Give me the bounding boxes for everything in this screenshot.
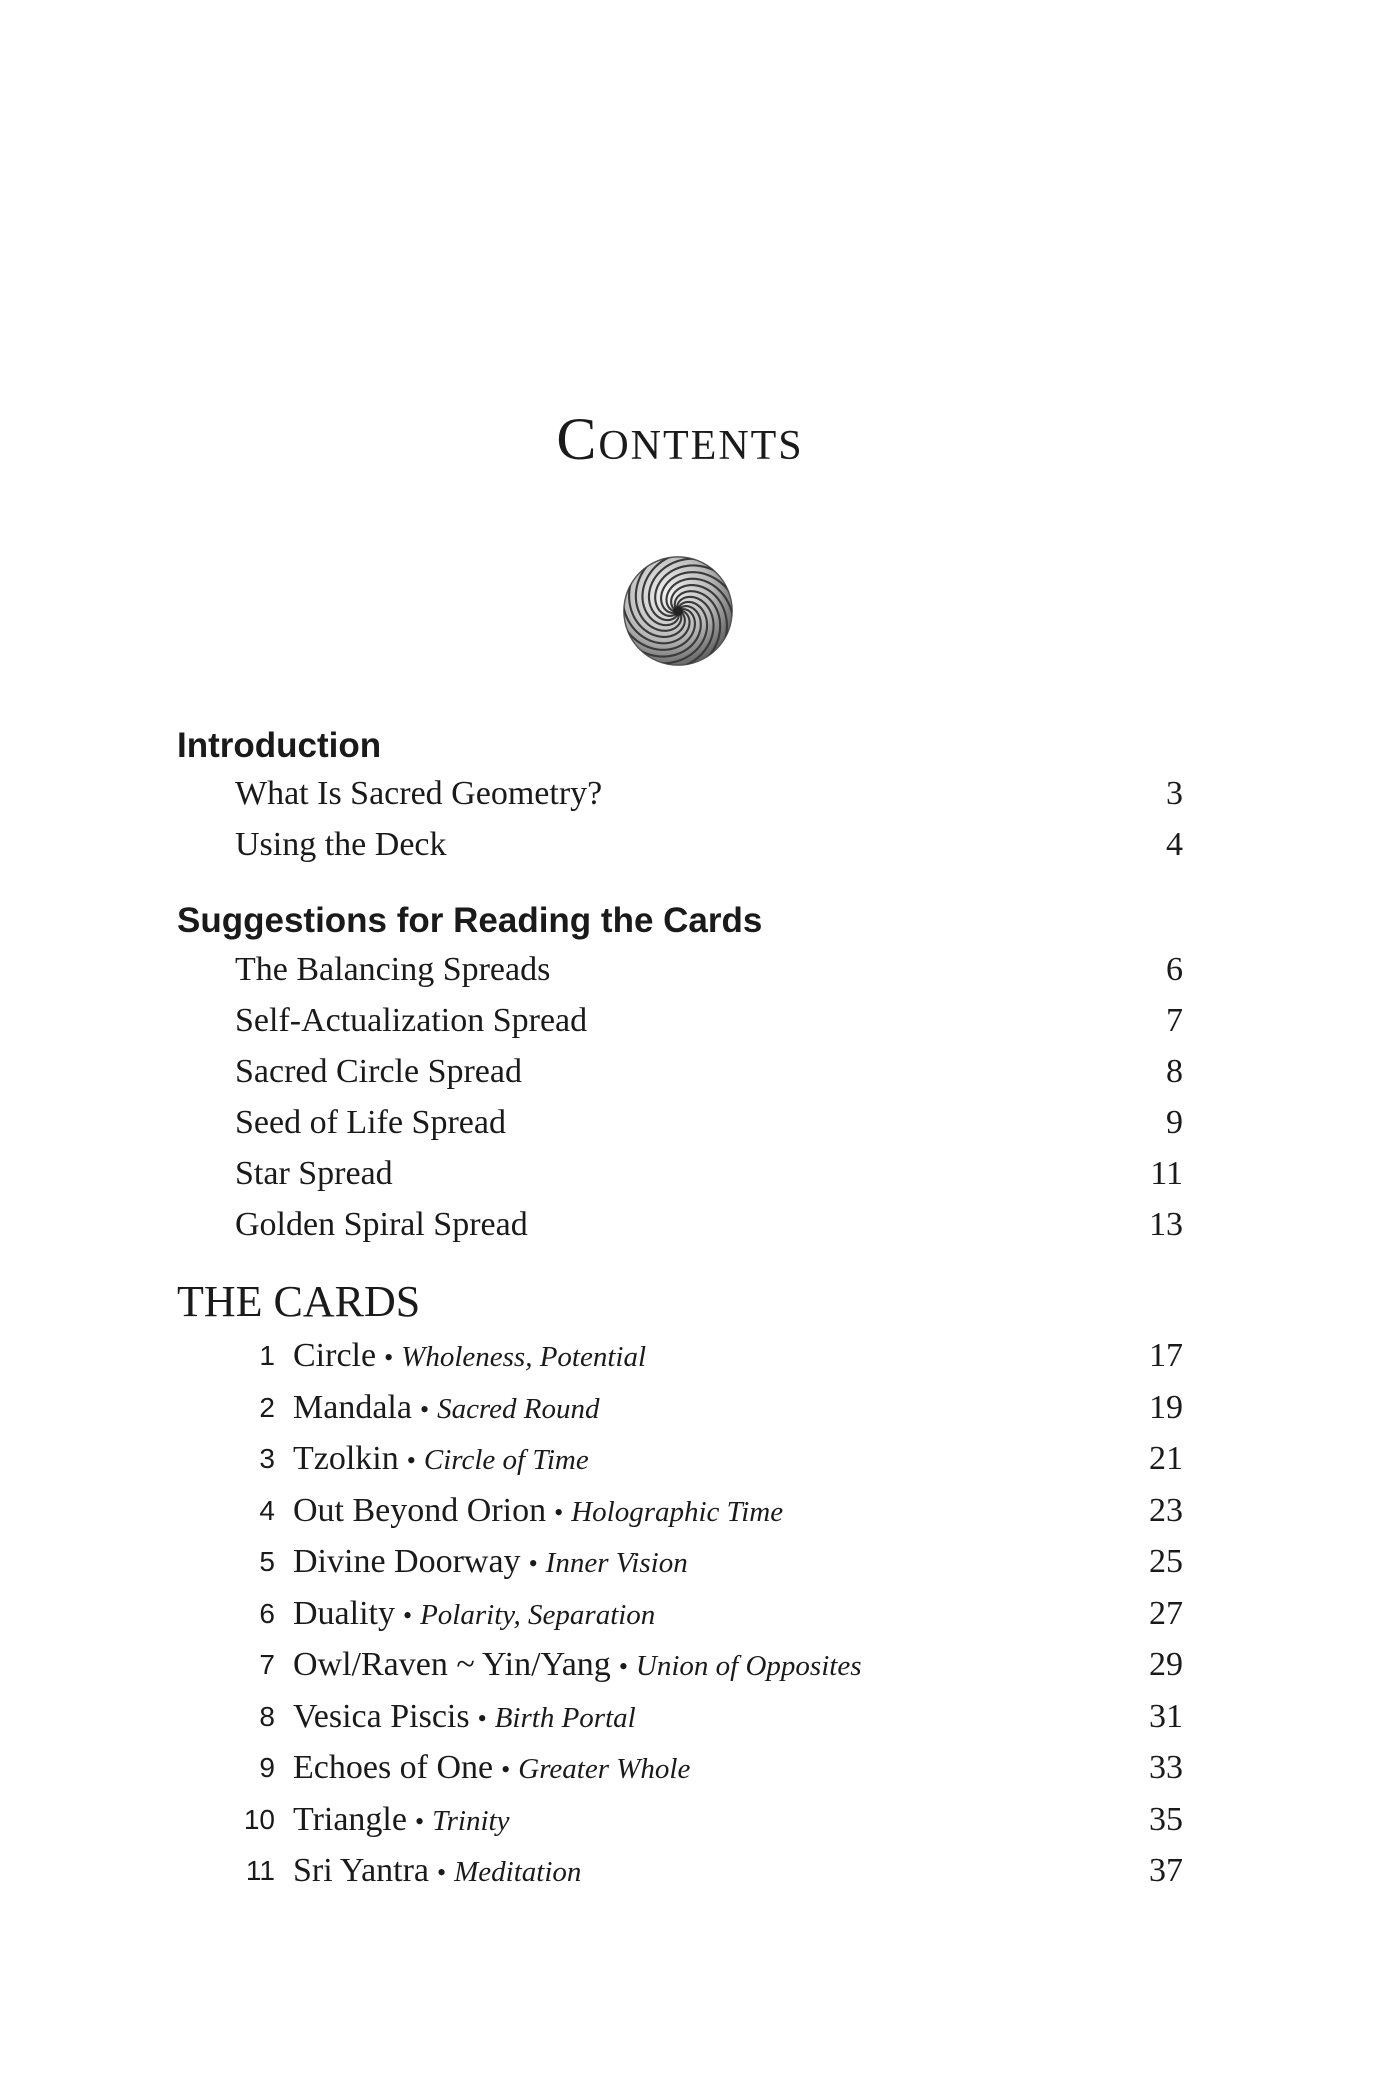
- card-page: 23: [1149, 1491, 1183, 1529]
- card-entry-text: [293, 1384, 599, 1434]
- toc-entry-page: 6: [1166, 951, 1183, 988]
- toc-entry-title: What Is Sacred Geometry?: [235, 775, 603, 812]
- card-number: 1: [259, 1340, 275, 1371]
- toc-entry[interactable]: [235, 1150, 1183, 1198]
- card-number: 5: [259, 1546, 275, 1577]
- toc-entry-title: Seed of Life Spread: [235, 1104, 506, 1141]
- card-entry[interactable]: [230, 1384, 1183, 1432]
- card-title: Duality: [293, 1594, 395, 1632]
- card-title: Tzolkin: [293, 1440, 399, 1477]
- card-subtitle: Inner Vision: [545, 1547, 688, 1579]
- bullet-separator: •: [554, 1497, 564, 1527]
- card-page: 37: [1149, 1852, 1183, 1889]
- page-title: Contents: [556, 406, 804, 472]
- toc-entry[interactable]: [235, 1048, 1183, 1096]
- toc-entry-title: Using the Deck: [235, 826, 447, 863]
- card-title: Divine Doorway: [293, 1543, 521, 1580]
- bullet-separator: •: [618, 1652, 628, 1681]
- card-page: 33: [1149, 1749, 1183, 1786]
- card-title: Out Beyond Orion: [293, 1491, 547, 1529]
- card-subtitle: Polarity, Separation: [420, 1598, 656, 1631]
- card-page: 27: [1149, 1594, 1183, 1632]
- card-entry-text: [293, 1435, 589, 1485]
- card-entry-text: [293, 1796, 509, 1846]
- card-subtitle: Birth Portal: [494, 1701, 636, 1734]
- bullet-separator: •: [402, 1600, 413, 1630]
- card-subtitle: Trinity: [432, 1804, 510, 1837]
- toc-entry-title: Golden Spiral Spread: [235, 1206, 528, 1243]
- section-heading-suggestions: Suggestions for Reading the Cards: [177, 901, 763, 940]
- card-title: Sri Yantra: [293, 1852, 430, 1889]
- toc-entry-page: 13: [1149, 1206, 1183, 1243]
- card-title: Mandala: [293, 1388, 412, 1426]
- card-page: 19: [1149, 1388, 1183, 1426]
- card-page: 21: [1149, 1440, 1183, 1477]
- bullet-separator: •: [414, 1806, 425, 1836]
- bullet-separator: •: [477, 1703, 487, 1733]
- card-page: 35: [1149, 1800, 1183, 1838]
- card-title: Circle: [293, 1337, 377, 1374]
- card-title: Triangle: [293, 1800, 407, 1838]
- toc-entry-title: Star Spread: [235, 1155, 393, 1192]
- card-page: 17: [1149, 1337, 1183, 1374]
- card-number: 6: [259, 1597, 275, 1629]
- card-number: 8: [259, 1700, 275, 1732]
- toc-entry-page: 7: [1166, 1002, 1183, 1039]
- bullet-separator: •: [419, 1394, 430, 1424]
- card-entry-text: [293, 1332, 646, 1382]
- toc-entry-page: 11: [1150, 1155, 1183, 1192]
- card-entry-text: [293, 1590, 655, 1640]
- toc-entry-title: The Balancing Spreads: [235, 951, 551, 988]
- bullet-separator: •: [501, 1755, 511, 1784]
- card-page: 31: [1149, 1697, 1183, 1735]
- toc-entry[interactable]: [235, 1201, 1183, 1249]
- card-page: 29: [1149, 1646, 1183, 1683]
- card-entry[interactable]: [230, 1332, 1183, 1380]
- card-number: 4: [259, 1494, 275, 1526]
- card-subtitle: Greater Whole: [518, 1753, 691, 1785]
- card-subtitle: Circle of Time: [423, 1444, 589, 1476]
- card-subtitle: Holographic Time: [571, 1495, 784, 1528]
- card-entry-text: [293, 1693, 636, 1743]
- toc-entry[interactable]: [235, 1099, 1183, 1147]
- card-subtitle: Meditation: [454, 1856, 582, 1888]
- card-entry-text: [293, 1847, 581, 1897]
- toc-entry-page: 8: [1166, 1053, 1183, 1090]
- card-page: 25: [1149, 1543, 1183, 1580]
- card-number: 3: [259, 1443, 275, 1474]
- card-entry[interactable]: [230, 1487, 1183, 1535]
- card-entry[interactable]: [230, 1693, 1183, 1741]
- toc-entry-title: Self-Actualization Spread: [235, 1002, 588, 1039]
- card-number: 2: [259, 1391, 275, 1423]
- bullet-separator: •: [437, 1858, 447, 1887]
- card-entry-text: [293, 1641, 861, 1691]
- toc-entry[interactable]: [235, 946, 1183, 994]
- card-entry[interactable]: [230, 1435, 1183, 1483]
- card-number: 7: [259, 1649, 275, 1680]
- card-subtitle: Wholeness, Potential: [401, 1341, 647, 1373]
- card-number: 10: [243, 1803, 275, 1835]
- card-title: Owl/Raven ~ Yin/Yang: [293, 1646, 611, 1683]
- card-entry[interactable]: [230, 1538, 1183, 1586]
- card-number: 9: [259, 1752, 275, 1783]
- card-subtitle: Union of Opposites: [635, 1650, 862, 1682]
- section-heading-the-cards: THE CARDS: [177, 1277, 421, 1326]
- card-entry[interactable]: [230, 1847, 1183, 1895]
- bullet-separator: •: [384, 1343, 394, 1372]
- toc-entry-page: 3: [1166, 775, 1183, 812]
- toc-entry[interactable]: [235, 997, 1183, 1045]
- toc-entry[interactable]: [235, 770, 1183, 818]
- card-entry-text: [293, 1538, 688, 1588]
- card-entry-text: [293, 1487, 783, 1537]
- bullet-separator: •: [528, 1549, 538, 1578]
- card-subtitle: Sacred Round: [437, 1392, 600, 1425]
- toc-entry-page: 9: [1166, 1104, 1183, 1141]
- card-entry-text: [293, 1744, 690, 1794]
- card-entry[interactable]: [230, 1796, 1183, 1844]
- card-entry[interactable]: [230, 1641, 1183, 1689]
- card-number: 11: [245, 1855, 275, 1886]
- toc-entry-page: 4: [1166, 826, 1183, 863]
- card-entry[interactable]: [230, 1590, 1183, 1638]
- card-title: Vesica Piscis: [293, 1697, 470, 1735]
- toc-entry-title: Sacred Circle Spread: [235, 1053, 522, 1090]
- toc-entry[interactable]: [235, 821, 1183, 869]
- section-heading-introduction: Introduction: [177, 726, 382, 765]
- card-title: Echoes of One: [293, 1749, 494, 1786]
- card-entry[interactable]: [230, 1744, 1183, 1792]
- bullet-separator: •: [406, 1446, 416, 1475]
